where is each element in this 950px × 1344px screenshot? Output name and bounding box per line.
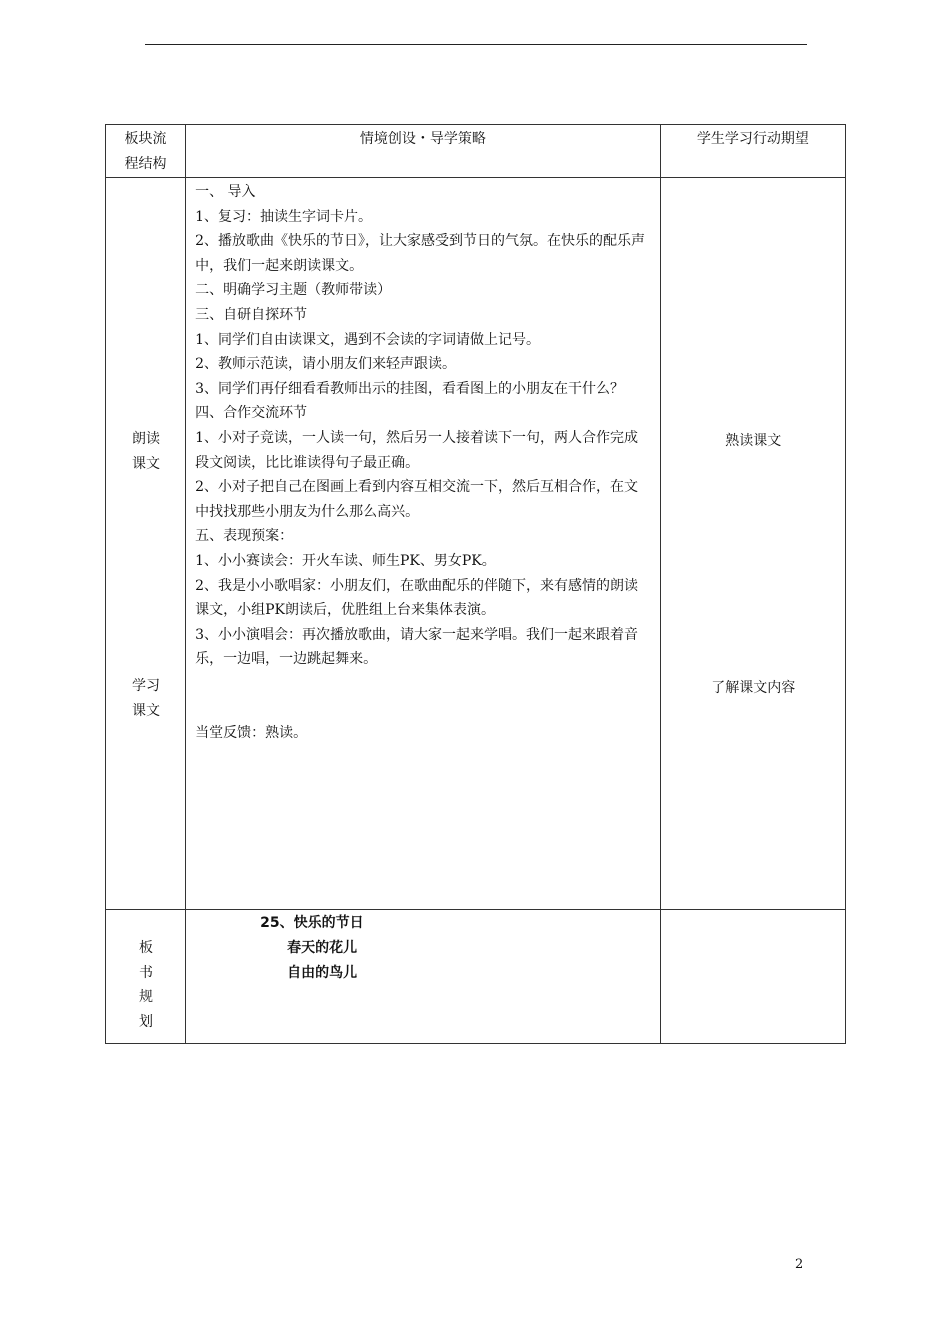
content-line: 3、小小演唱会：再次播放歌曲，请大家一起来学唱。我们一起来跟着音乐，一边唱，一边跳起舞来。 <box>195 626 638 668</box>
content-line: 1、同学们自由读课文，遇到不会读的字词请做上记号。 <box>195 331 540 348</box>
expectation-learn: 了解课文内容 <box>711 680 796 696</box>
board-line-2: 自由的鸟儿 <box>287 965 358 981</box>
lesson-plan-table <box>105 124 846 1044</box>
header-expectation: 学生学习行动期望 <box>660 125 845 178</box>
board-plan-row <box>106 910 846 1044</box>
content-line: 2、小对子把自己在图画上看到内容互相交流一下，然后互相合作，在文中找找那些小朋友为什么那么高兴。 <box>195 479 638 520</box>
content-line: 二、明确学习主题（教师带读） <box>195 282 392 299</box>
content-line: 五、表现预案： <box>195 528 294 545</box>
content-line: 2、播放歌曲《快乐的节日》，让大家感受到节日的气氛。在快乐的配乐声中，我们一起来朗读课文。 <box>195 233 645 274</box>
board-label-cell <box>106 910 186 1044</box>
expectation-read: 熟读课文 <box>725 433 782 449</box>
content-line: 2、我是小小歌唱家：小朋友们，在歌曲配乐的伴随下，来有感情的朗读课文，小组PK朗读后，优胜组上台来集体表演。 <box>195 577 638 619</box>
content-line: 2、教师示范读，请小朋友们来轻声跟读。 <box>195 356 456 373</box>
content-line: 三、自研自探环节 <box>195 306 308 323</box>
header-structure-line2: 程结构 <box>124 155 167 172</box>
header-structure-line1: 板块流 <box>124 131 167 147</box>
section-labels-cell <box>106 178 186 910</box>
strategy-content-cell <box>186 178 661 910</box>
board-label: 板 书 规 划 <box>139 940 153 1030</box>
content-line: 1、小对子竞读，一人读一句，然后另一人接着读下一句，两人合作完成段文阅读，比比谁读得句子最正确。 <box>195 429 638 471</box>
content-line: 四、合作交流环节 <box>195 405 308 422</box>
board-empty-cell <box>660 910 845 1044</box>
header-rule <box>145 44 807 45</box>
expectation-cell <box>660 178 845 910</box>
table-header-row <box>106 125 846 178</box>
section-label-learn: 学习 课文 <box>132 678 160 719</box>
content-line: 一、 导入 <box>195 184 256 200</box>
content-line: 1、小小赛读会：开火车读、师生PK、男女PK。 <box>195 552 496 569</box>
content-line: 1、复习：抽读生字词卡片。 <box>195 208 373 225</box>
board-line-1: 春天的花儿 <box>287 940 358 956</box>
header-structure <box>106 125 186 178</box>
board-title: 25、快乐的节日 <box>260 915 364 931</box>
feedback-line: 当堂反馈：熟读。 <box>195 724 308 741</box>
content-line: 3、同学们再仔细看看教师出示的挂图，看看图上的小朋友在干什么？ <box>195 380 624 397</box>
main-content-row <box>106 178 846 910</box>
header-strategy: 情境创设・导学策略 <box>186 125 661 178</box>
page-number: 2 <box>795 1257 804 1272</box>
board-content-cell <box>186 910 661 1044</box>
section-label-read: 朗读 课文 <box>132 431 160 472</box>
